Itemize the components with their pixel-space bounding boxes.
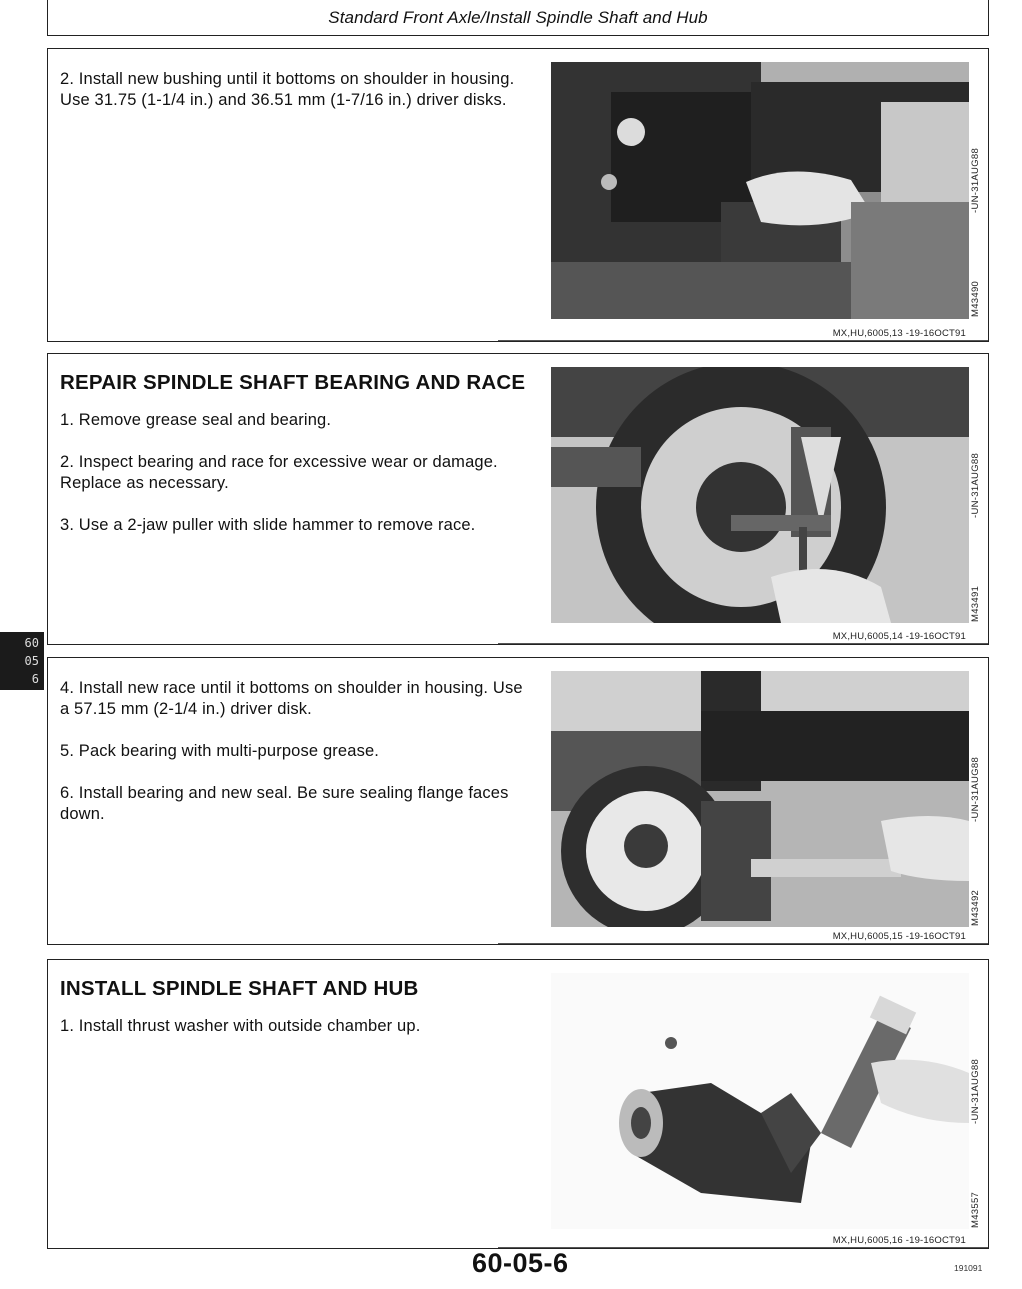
figure-date: -UN-31AUG88: [970, 756, 981, 822]
page-number: 60-05-6: [472, 1248, 569, 1278]
step: 1. Remove grease seal and bearing.: [60, 411, 332, 429]
section-text: [60, 372, 530, 557]
instruction-section-1: [47, 48, 989, 342]
section-text: [60, 69, 530, 132]
photo-spindle-hub: [551, 973, 969, 1229]
section-tab: [0, 632, 44, 690]
section-heading: REPAIR SPINDLE SHAFT BEARING AND RACE: [60, 371, 526, 394]
reference-code: MX,HU,6005,15 -19-16OCT91: [832, 931, 966, 942]
section-tab-line: 60: [24, 636, 39, 650]
photo-bearing-install: [551, 671, 969, 927]
figure-code: M43490: [970, 280, 981, 317]
reference-code: MX,HU,6005,14 -19-16OCT91: [832, 631, 966, 642]
page-header-title: Standard Front Axle/Install Spindle Shaft and Hub: [328, 8, 708, 27]
section-tab-line: 6: [31, 672, 39, 686]
reference-code: MX,HU,6005,16 -19-16OCT91: [832, 1235, 966, 1246]
figure-photo: [551, 367, 969, 623]
section-text: [60, 678, 530, 846]
step: 3. Use a 2-jaw puller with slide hammer to remove race.: [60, 516, 476, 534]
step: 6. Install bearing and new seal. Be sure sealing flange faces down.: [60, 784, 509, 823]
footer-rule: [498, 643, 988, 644]
footer-rule: [498, 340, 988, 341]
figure-photo: [551, 671, 969, 927]
figure-code: M43492: [970, 889, 981, 926]
figure-code: M43491: [970, 585, 981, 622]
step: 5. Pack bearing with multi-purpose grease.: [60, 742, 380, 760]
footer-rule: [498, 1247, 988, 1248]
section-text: [60, 978, 530, 1058]
step: 2. Inspect bearing and race for excessive wear or damage. Replace as necessary.: [60, 453, 498, 492]
reference-code: MX,HU,6005,13 -19-16OCT91: [832, 328, 966, 339]
figure-date: -UN-31AUG88: [970, 452, 981, 518]
figure-date: -UN-31AUG88: [970, 147, 981, 213]
instruction-section-2: [47, 353, 989, 645]
page-header: [47, 0, 989, 36]
figure-photo: [551, 62, 969, 319]
footer-rule: [498, 943, 988, 944]
figure-photo: [551, 973, 969, 1229]
instruction-section-4: [47, 959, 989, 1249]
page-code: 191091: [954, 1263, 983, 1273]
photo-bushing-install: [551, 62, 969, 319]
step: 2. Install new bushing until it bottoms on shoulder in housing. Use 31.75 (1-1/4 in.) and 36.51 mm (1-7/16 in.) driver disks.: [60, 70, 515, 109]
instruction-section-3: [47, 657, 989, 945]
section-tab-line: 05: [24, 654, 39, 668]
photo-puller-race: [551, 367, 969, 623]
section-heading: INSTALL SPINDLE SHAFT AND HUB: [60, 977, 419, 1000]
figure-date: -UN-31AUG88: [970, 1058, 981, 1124]
step: 4. Install new race until it bottoms on shoulder in housing. Use a 57.15 mm (2-1/4 in.) driver disk.: [60, 679, 523, 718]
step: 1. Install thrust washer with outside chamber up.: [60, 1017, 421, 1035]
figure-code: M43557: [970, 1191, 981, 1228]
